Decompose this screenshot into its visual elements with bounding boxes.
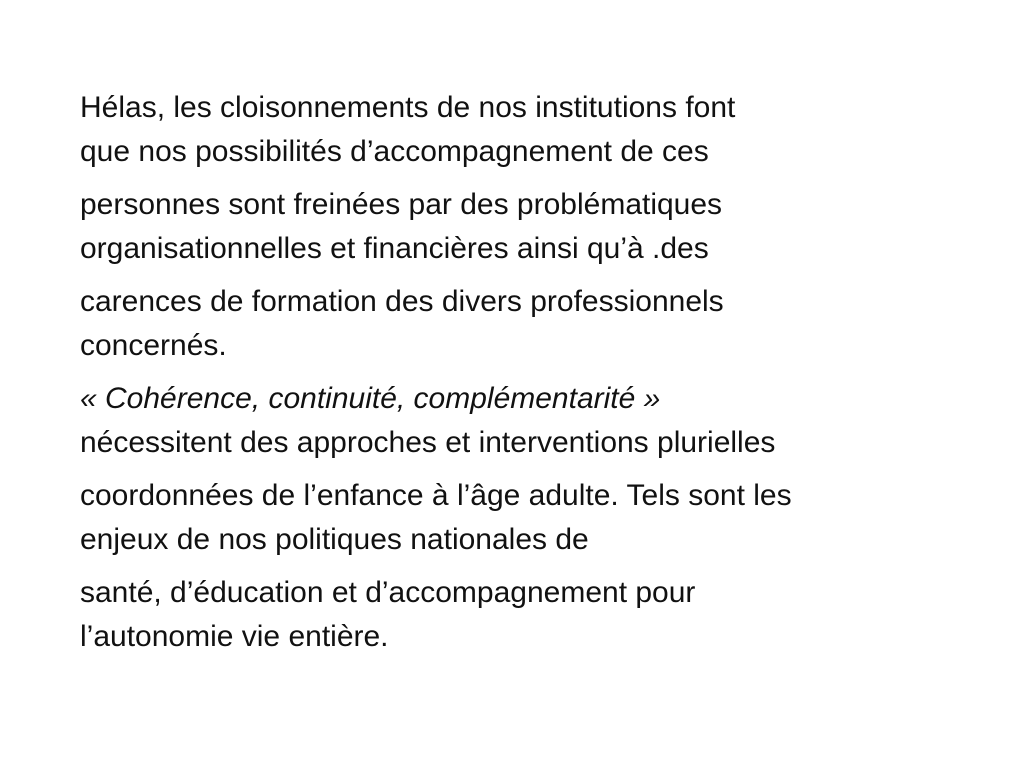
- text-line: concernés.: [80, 329, 227, 362]
- text-line: que nos possibilités d’accompagnement de ces: [80, 135, 709, 168]
- paragraph-3: [80, 280, 980, 368]
- text-line: coordonnées de l’enfance à l’âge adulte. Tels sont les: [80, 479, 792, 512]
- paragraph-5: [80, 474, 980, 562]
- paragraph-4: [80, 377, 980, 465]
- text-line: organisationnelles et financières ainsi qu’à .des: [80, 232, 709, 265]
- text-line: personnes sont freinées par des problématiques: [80, 188, 723, 221]
- text-line: Hélas, les cloisonnements de nos institutions font: [80, 91, 736, 124]
- text-line: carences de formation des divers professionnels: [80, 285, 724, 318]
- text-line: l’autonomie vie entière.: [80, 620, 389, 653]
- paragraph-1: [80, 86, 980, 174]
- text-line: nécessitent des approches et interventions plurielles: [80, 426, 776, 459]
- slide-text-body: [80, 86, 980, 659]
- text-line: enjeux de nos politiques nationales de: [80, 523, 589, 556]
- paragraph-2: [80, 183, 980, 271]
- quoted-text-line: « Cohérence, continuité, complémentarité »: [80, 382, 661, 415]
- text-line: santé, d’éducation et d’accompagnement pour: [80, 576, 696, 609]
- paragraph-6: [80, 571, 980, 659]
